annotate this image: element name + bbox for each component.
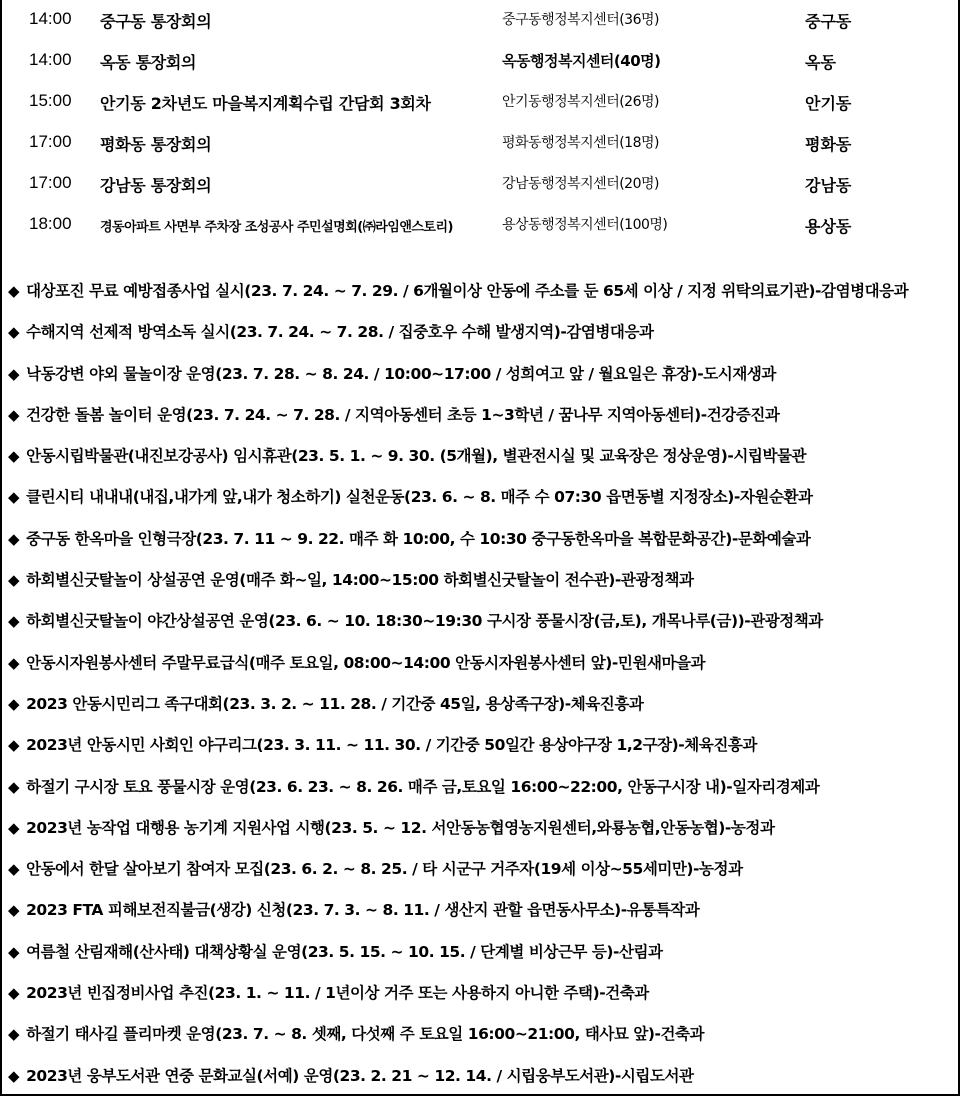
event-text: 하회별신굿탈놀이 상설공연 운영(매주 화~일, 14:00~15:00 하회별신굿탈놀이 전수관)-관광정책과 (26, 571, 694, 590)
event-text: 안동시자원봉사센터 주말무료급식(매주 토요일, 08:00~14:00 안동시자원봉사센터 앞)-민원새마을과 (26, 653, 706, 672)
schedule-title: 경동아파트 사면부 주차장 조성공사 주민설명회(㈜라임앤스토리) (100, 220, 453, 235)
schedule-title: 옥동 통장회의 (100, 53, 197, 72)
event-text: 중구동 한옥마을 인형극장(23. 7. 11 ~ 9. 22. 매주 화 10:00, 수 10:30 중구동한옥마을 복합문화공간)-문화예술과 (26, 529, 811, 548)
schedule-row (2, 41, 960, 82)
event-list (2, 271, 960, 1097)
schedule-dong: 안기동 (805, 94, 852, 113)
diamond-icon: ◆ (8, 777, 20, 796)
diamond-icon: ◆ (8, 1025, 20, 1044)
event-text: 건강한 돌봄 놀이터 운영(23. 7. 24. ~ 7. 28. / 지역아동센터 초등 1~3학년 / 꿈나무 지역아동센터)-건강증진과 (26, 405, 780, 424)
schedule-row (2, 164, 960, 205)
schedule-place: 옥동행정복지센터(40명) (502, 52, 661, 70)
diamond-icon: ◆ (8, 942, 20, 961)
event-item (2, 560, 960, 601)
event-item (2, 725, 960, 766)
event-item (2, 808, 960, 849)
event-item (2, 354, 960, 395)
schedule-title: 평화동 통장회의 (100, 135, 212, 154)
diamond-icon: ◆ (8, 901, 20, 920)
schedule-time: 14:00 (29, 9, 72, 28)
event-item (2, 519, 960, 560)
diamond-icon: ◆ (8, 529, 20, 548)
schedule-dong: 평화동 (805, 135, 852, 154)
event-item (2, 973, 960, 1014)
diamond-icon: ◆ (8, 323, 20, 342)
event-text: 2023 안동시민리그 족구대회(23. 3. 2. ~ 11. 28. / 기간중 45일, 용상족구장)-체육진흥과 (26, 694, 644, 713)
diamond-icon: ◆ (8, 571, 20, 590)
diamond-icon: ◆ (8, 364, 20, 383)
schedule-place: 용상동행정복지센터(100명) (502, 217, 668, 233)
event-text: 클린시티 내내내(내집,내가게 앞,내가 청소하기) 실천운동(23. 6. ~ 8. 매주 수 07:30 읍면동별 지정장소)-자원순환과 (26, 488, 813, 507)
schedule-dong: 강남동 (805, 176, 852, 195)
schedule-place: 강남동행정복지센터(20명) (502, 176, 659, 192)
diamond-icon: ◆ (8, 653, 20, 672)
diamond-icon: ◆ (8, 818, 20, 837)
schedule-time: 17:00 (29, 173, 72, 192)
diamond-icon: ◆ (8, 405, 20, 424)
event-item (2, 643, 960, 684)
event-item (2, 932, 960, 973)
schedule-time: 15:00 (29, 91, 72, 110)
event-text: 하회별신굿탈놀이 야간상설공연 운영(23. 6. ~ 10. 18:30~19:30 구시장 풍물시장(금,토), 개목나루(금))-관광정책과 (26, 612, 823, 631)
event-text: 하절기 구시장 토요 풍물시장 운영(23. 6. 23. ~ 8. 26. 매주 금,토요일 16:00~22:00, 안동구시장 내)-일자리경제과 (26, 777, 820, 796)
schedule-table (2, 0, 960, 246)
schedule-time: 14:00 (29, 50, 72, 69)
diamond-icon: ◆ (8, 488, 20, 507)
event-text: 낙동강변 야외 물놀이장 운영(23. 7. 28. ~ 8. 24. / 10:00~17:00 / 성희여고 앞 / 월요일은 휴장)-도시재생과 (26, 364, 776, 383)
event-text: 2023년 웅부도서관 연중 문화교실(서예) 운영(23. 2. 21 ~ 12. 14. / 시립웅부도서관)-시립도서관 (26, 1066, 694, 1085)
event-item (2, 601, 960, 642)
event-text: 여름철 산림재해(산사태) 대책상황실 운영(23. 5. 15. ~ 10. 15. / 단계별 비상근무 등)-산림과 (26, 942, 663, 961)
event-item (2, 1056, 960, 1097)
event-item (2, 395, 960, 436)
schedule-place: 안기동행정복지센터(26명) (502, 94, 659, 110)
diamond-icon: ◆ (8, 1066, 20, 1085)
diamond-icon: ◆ (8, 282, 20, 300)
schedule-time: 18:00 (29, 214, 72, 233)
event-item (2, 271, 960, 312)
schedule-row (2, 0, 960, 41)
diamond-icon: ◆ (8, 860, 20, 879)
diamond-icon: ◆ (8, 447, 20, 466)
schedule-dong: 옥동 (805, 53, 836, 72)
schedule-place: 평화동행정복지센터(18명) (502, 135, 659, 151)
schedule-place: 중구동행정복지센터(36명) (502, 12, 659, 28)
event-item (2, 890, 960, 931)
schedule-row (2, 123, 960, 164)
schedule-title: 중구동 통장회의 (100, 12, 212, 31)
diamond-icon: ◆ (8, 612, 20, 631)
schedule-row (2, 82, 960, 123)
event-text: 안동시립박물관(내진보강공사) 임시휴관(23. 5. 1. ~ 9. 30. (5개월), 별관전시실 및 교육장은 정상운영)-시립박물관 (26, 447, 807, 466)
schedule-dong: 중구동 (805, 12, 852, 31)
diamond-icon: ◆ (8, 694, 20, 713)
event-item (2, 849, 960, 890)
event-text: 안동에서 한달 살아보기 참여자 모집(23. 6. 2. ~ 8. 25. / 타 시군구 거주자(19세 이상~55세미만)-농정과 (26, 860, 743, 879)
event-text: 수해지역 선제적 방역소독 실시(23. 7. 24. ~ 7. 28. / 집중호우 수해 발생지역)-감염병대응과 (26, 323, 654, 342)
event-text: 2023년 농작업 대행용 농기계 지원사업 시행(23. 5. ~ 12. 서안동농협영농지원센터,와룡농협,안동농협)-농정과 (26, 818, 775, 837)
event-item (2, 1014, 960, 1055)
schedule-row (2, 205, 960, 246)
event-item (2, 436, 960, 477)
event-item (2, 477, 960, 518)
schedule-time: 17:00 (29, 132, 72, 151)
event-item (2, 767, 960, 808)
event-item (2, 684, 960, 725)
event-text: 하절기 태사길 플리마켓 운영(23. 7. ~ 8. 셋째, 다섯째 주 토요일 16:00~21:00, 태사묘 앞)-건축과 (26, 1025, 705, 1044)
schedule-dong: 용상동 (805, 217, 852, 236)
event-text: 2023 FTA 피해보전직불금(생강) 신청(23. 7. 3. ~ 8. 11. / 생산지 관할 읍면동사무소)-유통특작과 (26, 901, 700, 920)
event-text: 2023년 안동시민 사회인 야구리그(23. 3. 11. ~ 11. 30. / 기간중 50일간 용상야구장 1,2구장)-체육진흥과 (26, 736, 757, 755)
diamond-icon: ◆ (8, 736, 20, 755)
event-item (2, 312, 960, 353)
event-text: 2023년 빈집정비사업 추진(23. 1. ~ 11. / 1년이상 거주 또는 사용하지 아니한 주택)-건축과 (26, 984, 649, 1003)
diamond-icon: ◆ (8, 984, 20, 1003)
schedule-title: 안기동 2차년도 마을복지계획수립 간담회 3회차 (100, 94, 431, 113)
event-text: 대상포진 무료 예방접종사업 실시(23. 7. 24. ~ 7. 29. / 6개월이상 안동에 주소를 둔 65세 이상 / 지정 위탁의료기관)-감염병대응과 (26, 282, 909, 300)
schedule-title: 강남동 통장회의 (100, 176, 212, 195)
